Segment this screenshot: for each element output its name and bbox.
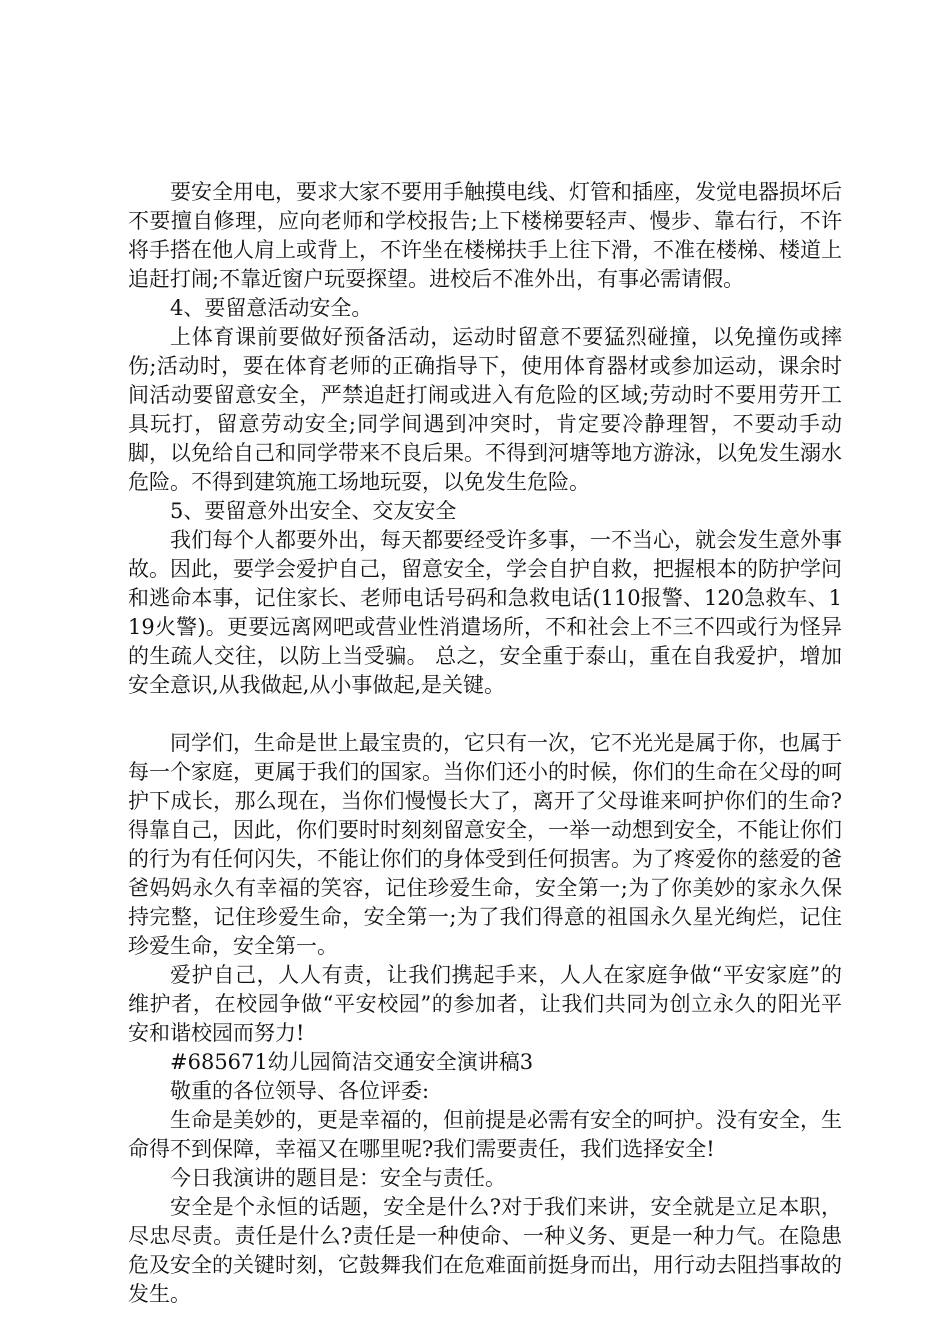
paragraph-call-to-action: 爱护自己，人人有责，让我们携起手来，人人在家庭争做“平安家庭”的维护者，在校园争做“平安校园”的参加者，让我们共同为创立永久的阳光平安和谐校园而努力! <box>128 963 842 1045</box>
blank-line <box>128 700 842 729</box>
paragraph-outing-safety: 我们每个人都要外出，每天都要经受许多事，一不当心，就会发生意外事故。因此，要学会爱护自己，留意安全，学会自护自救，把握根本的防护学问和逃命本事，记住家长、老师电话号码和急救电话(110报警、120急救车、119火警)。更要远离网吧或营业性消遣场所，不和社会上不三不四或行为怪异的生疏人交往，以防上当受骗。 总之，安全重于泰山，重在自我爱护，增加安全意识,从我做起,从小事做起,是关键。 <box>128 528 842 697</box>
paragraph-electricity-safety: 要安全用电，要求大家不要用手触摸电线、灯管和插座，发觉电器损坏后不要擅自修理，应向老师和学校报告;上下楼梯要轻声、慢步、靠右行，不许将手搭在他人肩上或背上，不许坐在楼梯扶手上往下滑，不准在楼梯、楼道上追赶打闹;不靠近窗户玩耍探望。进校后不准外出，有事必需请假。 <box>128 180 842 291</box>
speech-salutation: 敬重的各位领导、各位评委: <box>170 1079 430 1103</box>
speech-topic-line: 今日我演讲的题目是：安全与责任。 <box>170 1166 506 1190</box>
paragraph-safety-and-responsibility: 安全是个永恒的话题，安全是什么?对于我们来讲，安全就是立足本职，尽忠尽责。责任是什么?责任是一种使命、一种义务、更是一种力气。在隐患危及安全的关键时刻，它鼓舞我们在危难面前挺身而出，用行动去阻挡事故的发生。 <box>128 1195 842 1306</box>
speech-title: #685671幼儿园简洁交通安全演讲稿3 <box>170 1050 534 1074</box>
section-heading-activity-safety: 4、要留意活动安全。 <box>170 296 373 320</box>
paragraph-activity-safety: 上体育课前要做好预备活动，运动时留意不要猛烈碰撞，以免撞伤或摔伤;活动时，要在体育老师的正确指导下，使用体育器材或参加运动，课余时间活动要留意安全，严禁追赶打闹或进入有危险的区域;劳动时不要用劳开工具玩打，留意劳动安全;同学间遇到冲突时，肯定要冷静理智，不要动手动脚，以免给自己和同学带来不良后果。不得到河塘等地方游泳，以免发生溺水危险。不得到建筑施工场地玩耍，以免发生危险。 <box>128 325 842 494</box>
document-body <box>128 178 842 1309</box>
paragraph-cherish-life: 同学们，生命是世上最宝贵的，它只有一次，它不光光是属于你，也属于每一个家庭，更属于我们的国家。当你们还小的时候，你们的生命在父母的呵护下成长，那么现在，当你们慢慢长大了，离开了父母谁来呵护你们的生命?得靠自己，因此，你们要时时刻刻留意安全，一举一动想到安全，不能让你们的行为有任何闪失，不能让你们的身体受到任何损害。为了疼爱你的慈爱的爸爸妈妈永久有幸福的笑容，记住珍爱生命，安全第一;为了你美妙的家永久保持完整，记住珍爱生命，安全第一;为了我们得意的祖国永久星光绚烂，记住珍爱生命，安全第一。 <box>128 731 842 958</box>
paragraph-life-and-safety: 生命是美妙的，更是幸福的，但前提是必需有安全的呵护。没有安全，生命得不到保障，幸福又在哪里呢?我们需要责任，我们选择安全! <box>128 1108 842 1161</box>
section-heading-outing-safety: 5、要留意外出安全、交友安全 <box>170 499 457 523</box>
